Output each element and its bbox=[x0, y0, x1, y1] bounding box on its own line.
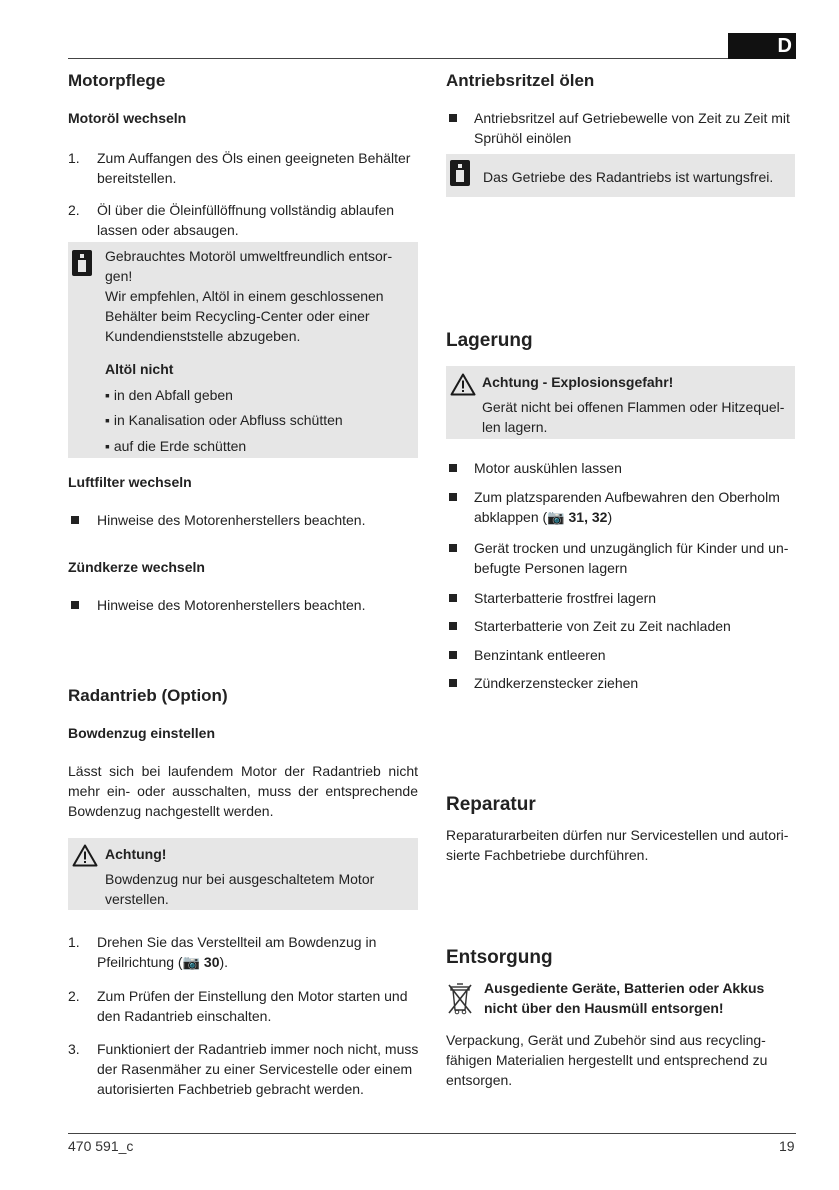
section-title-lagerung: Lagerung bbox=[446, 330, 533, 351]
bullet-square bbox=[449, 679, 457, 687]
subtitle-motoroel: Motoröl wechseln bbox=[68, 110, 187, 126]
step-text: Funktioniert der Radantrieb immer noch nicht, muss der Rasenmäher zu einer Servicestelle oder einem autorisierten Fachbetrieb gebracht werden. bbox=[97, 1041, 419, 1097]
footer-rule bbox=[68, 1133, 796, 1134]
step-text: Drehen Sie das Verstellteil am Bowdenzug in Pfeilrichtung (📷 30). bbox=[97, 934, 377, 970]
warning-text: Bowdenzug nur bei ausgeschaltetem Motor verstellen. bbox=[105, 871, 375, 907]
info-bullet: ▪ in den Abfall geben bbox=[105, 387, 233, 403]
section-title-motorpflege: Motorpflege bbox=[68, 71, 166, 90]
crossed-bin-icon bbox=[447, 981, 473, 1017]
page-number: 19 bbox=[779, 1138, 795, 1154]
list-item: Gerät trocken und unzugänglich für Kinder und un- befugte Personen lagern bbox=[474, 540, 789, 576]
info-bold-altoel: Altöl nicht bbox=[105, 361, 174, 377]
language-tab: D bbox=[728, 33, 796, 59]
warning-title: Achtung - Explosionsgefahr! bbox=[482, 374, 674, 390]
paragraph-bowdenzug: Lässt sich bei laufendem Motor der Radantrieb nicht mehr ein- oder ausschalten, muss der entsprechende Bowdenzug nachgestellt werden. bbox=[68, 763, 418, 819]
list-item: Zündkerzenstecker ziehen bbox=[474, 675, 639, 691]
bullet-square bbox=[71, 516, 79, 524]
step-text: Öl über die Öleinfüllöffnung vollständig ablaufen lassen oder absaugen. bbox=[97, 202, 395, 238]
step-number: 1. bbox=[68, 150, 80, 166]
bullet-square bbox=[449, 493, 457, 501]
step-number: 1. bbox=[68, 934, 80, 950]
step-number: 3. bbox=[68, 1041, 80, 1057]
document-number: 470 591_c bbox=[68, 1138, 134, 1154]
bullet-square bbox=[449, 464, 457, 472]
section-title-antriebsritzel: Antriebsritzel ölen bbox=[446, 71, 595, 90]
list-item: Zum platzsparenden Aufbewahren den Oberholm abklappen (📷 31, 32) bbox=[474, 489, 780, 525]
info-icon bbox=[72, 250, 92, 276]
step-text: Zum Prüfen der Einstellung den Motor starten und den Radantrieb einschalten. bbox=[97, 988, 408, 1024]
info-icon bbox=[450, 160, 470, 186]
section-title-reparatur: Reparatur bbox=[446, 794, 536, 815]
step-number: 2. bbox=[68, 988, 80, 1004]
section-title-radantrieb: Radantrieb (Option) bbox=[68, 686, 228, 705]
list-item: Motor auskühlen lassen bbox=[474, 460, 622, 476]
section-title-entsorgung: Entsorgung bbox=[446, 947, 553, 968]
list-item: Benzintank entleeren bbox=[474, 647, 606, 663]
bullet-square bbox=[449, 594, 457, 602]
bullet-square bbox=[449, 544, 457, 552]
list-item: Starterbatterie von Zeit zu Zeit nachladen bbox=[474, 618, 731, 634]
bullet-square bbox=[449, 622, 457, 630]
list-item: Hinweise des Motorenherstellers beachten. bbox=[97, 512, 366, 528]
paragraph-reparatur: Reparaturarbeiten dürfen nur Servicestellen und autori- sierte Fachbetriebe durchführen. bbox=[446, 827, 789, 863]
camera-icon: 📷 bbox=[547, 509, 565, 525]
bullet-square bbox=[449, 114, 457, 122]
subtitle-zuendkerze: Zündkerze wechseln bbox=[68, 559, 205, 575]
header-rule bbox=[68, 58, 796, 59]
bullet-square bbox=[71, 601, 79, 609]
list-item: Antriebsritzel auf Getriebewelle von Zeit zu Zeit mit Sprühöl einölen bbox=[474, 110, 790, 146]
warning-triangle-icon bbox=[72, 844, 98, 867]
step-text: Zum Auffangen des Öls einen geeigneten Behälter bereitstellen. bbox=[97, 150, 411, 186]
list-item: Starterbatterie frostfrei lagern bbox=[474, 590, 657, 606]
step-number: 2. bbox=[68, 202, 80, 218]
bullet-square bbox=[449, 651, 457, 659]
warning-triangle-icon bbox=[450, 373, 476, 396]
info-text: Gebrauchtes Motoröl umweltfreundlich entsor- gen! Wir empfehlen, Altöl in einem geschlossenen Behälter beim Recycling-Center oder einer Kundendienststelle abzugeben. bbox=[105, 248, 393, 344]
camera-icon: 📷 bbox=[182, 954, 201, 970]
subtitle-bowdenzug: Bowdenzug einstellen bbox=[68, 725, 216, 741]
list-item: Hinweise des Motorenherstellers beachten. bbox=[97, 597, 366, 613]
info-bullet: ▪ in Kanalisation oder Abfluss schütten bbox=[105, 412, 343, 428]
warning-title: Achtung! bbox=[105, 846, 167, 862]
disposal-warning: Ausgediente Geräte, Batterien oder Akkus nicht über den Hausmüll entsorgen! bbox=[484, 980, 765, 1016]
warning-text: Gerät nicht bei offenen Flammen oder Hitzequel- len lagern. bbox=[482, 399, 785, 435]
info-bullet: ▪ auf die Erde schütten bbox=[105, 438, 247, 454]
subtitle-luftfilter: Luftfilter wechseln bbox=[68, 474, 192, 490]
info-text: Das Getriebe des Radantriebs ist wartungsfrei. bbox=[483, 169, 774, 185]
paragraph-entsorgung: Verpackung, Gerät und Zubehör sind aus recycling- fähigen Materialien hergestellt und entsprechend zu entsorgen. bbox=[446, 1032, 768, 1088]
